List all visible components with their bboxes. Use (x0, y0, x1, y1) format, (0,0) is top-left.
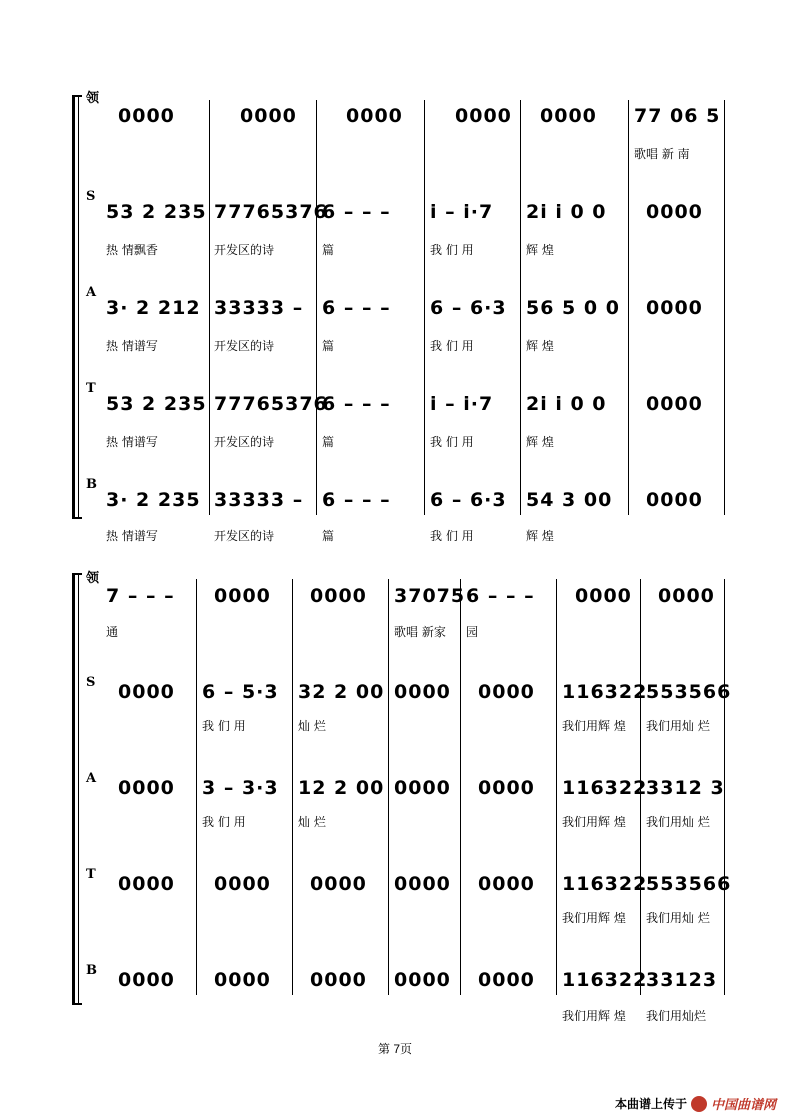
note-cell: 6 – 6·3 (430, 489, 507, 511)
lyric-text: 我 们 用 (430, 435, 474, 449)
note-cell: i – i·7 (430, 393, 494, 415)
note-cell: 0000 (118, 105, 175, 127)
voice-label-alto: A (86, 771, 97, 786)
note-cell: 0000 (646, 489, 703, 511)
lyric-text: 我 们 用 (202, 815, 246, 829)
voice-label-tenor: T (86, 381, 96, 396)
lyric-text: 我 们 用 (202, 719, 246, 733)
lyric-text: 辉 煌 (526, 529, 554, 543)
lyric-text: 灿 烂 (298, 719, 326, 733)
lyric-text: 我 们 用 (430, 243, 474, 257)
note-cell: 116322 (562, 777, 648, 799)
note-cell: 3312 3 (646, 777, 725, 799)
note-cell: 0000 (646, 201, 703, 223)
note-cell: 0000 (455, 105, 512, 127)
note-cell: 3· 2 235 (106, 489, 201, 511)
lyric-text: 我们用辉 煌 (562, 815, 626, 829)
note-cell: 0000 (394, 777, 451, 799)
note-cell: 0000 (118, 777, 175, 799)
note-cell: 0000 (346, 105, 403, 127)
voice-label-lead: 领 (86, 571, 100, 586)
page-number: 第 7页 (377, 1042, 412, 1056)
lyric-text: 我们用灿烂 (646, 1009, 707, 1023)
lyric-text: 热 情谱写 (106, 339, 158, 353)
lyric-text: 我们用辉 煌 (562, 1009, 626, 1023)
note-cell: 6 – – – (322, 489, 391, 511)
note-cell: 6 – – – (466, 585, 535, 607)
voice-label-alto: A (86, 285, 97, 300)
note-cell: 53 2 235 (106, 201, 207, 223)
note-cell: 77765376 (214, 393, 328, 415)
lyric-text: 我 们 用 (430, 529, 474, 543)
note-cell: 0000 (214, 585, 271, 607)
voice-label-bass: B (86, 477, 97, 492)
voice-label-tenor: T (86, 867, 96, 882)
note-cell: 6 – 5·3 (202, 681, 279, 703)
lyric-text: 热 情谱写 (106, 529, 158, 543)
note-cell: 0000 (658, 585, 715, 607)
lyric-text: 我们用灿 烂 (646, 815, 710, 829)
note-cell: 2i i 0 0 (526, 201, 607, 223)
note-cell: 6 – 6·3 (430, 297, 507, 319)
note-cell: 6 – – – (322, 393, 391, 415)
note-cell: 0000 (310, 969, 367, 991)
note-cell: 0000 (646, 393, 703, 415)
note-cell: 33333 – (214, 489, 304, 511)
voice-label-soprano: S (86, 189, 96, 204)
lyric-text: 辉 煌 (526, 435, 554, 449)
note-cell: 0000 (540, 105, 597, 127)
lyric-text: 我 们 用 (430, 339, 474, 353)
note-cell: 33123 (646, 969, 718, 991)
lyric-text: 开发区的诗 (214, 339, 275, 353)
footer-credit (615, 1094, 776, 1113)
note-cell: 0000 (478, 969, 535, 991)
lyric-text: 歌唱 新 南 (634, 147, 690, 161)
lyric-text: 篇 (322, 435, 335, 449)
lyric-text: 开发区的诗 (214, 529, 275, 543)
note-cell: 0000 (310, 873, 367, 895)
voice-label-lead: 领 (86, 91, 100, 106)
note-cell: 0000 (394, 873, 451, 895)
lyric-text: 灿 烂 (298, 815, 326, 829)
lyric-text: 篇 (322, 339, 335, 353)
note-cell: 116322 (562, 681, 648, 703)
lyric-text: 我们用灿 烂 (646, 911, 710, 925)
site-logo-text: 中国曲谱网 (710, 1097, 776, 1112)
note-cell: 56 5 0 0 (526, 297, 620, 319)
note-cell: 0000 (118, 873, 175, 895)
note-cell: i – i·7 (430, 201, 494, 223)
note-cell: 0000 (478, 681, 535, 703)
lyric-text: 热 情飘香 (106, 243, 158, 257)
note-cell: 553566 (646, 681, 732, 703)
note-cell: 0000 (394, 969, 451, 991)
note-cell: 0000 (310, 585, 367, 607)
lyric-text: 开发区的诗 (214, 435, 275, 449)
note-cell: 53 2 235 (106, 393, 207, 415)
note-cell: 6 – – – (322, 297, 391, 319)
note-cell: 77765376 (214, 201, 328, 223)
note-cell: 0000 (240, 105, 297, 127)
lyric-text: 篇 (322, 529, 335, 543)
note-cell: 0000 (478, 777, 535, 799)
note-cell: 116322 (562, 969, 648, 991)
lyric-text: 辉 煌 (526, 339, 554, 353)
note-cell: 54 3 00 (526, 489, 613, 511)
note-cell: 37075 (394, 585, 466, 607)
lyric-text: 园 (466, 625, 479, 639)
note-cell: 32 2 00 (298, 681, 385, 703)
note-cell: 0000 (394, 681, 451, 703)
voice-label-bass: B (86, 963, 97, 978)
note-cell: 116322 (562, 873, 648, 895)
lyric-text: 歌唱 新家 (394, 625, 446, 639)
voice-label-soprano: S (86, 675, 96, 690)
note-cell: 0000 (478, 873, 535, 895)
note-cell: 33333 – (214, 297, 304, 319)
note-cell: 12 2 00 (298, 777, 385, 799)
note-cell: 7 – – – (106, 585, 175, 607)
lyric-text: 开发区的诗 (214, 243, 275, 257)
footer-text: 本曲谱上传于 (614, 1097, 687, 1111)
site-logo-icon (691, 1096, 707, 1112)
note-cell: 0000 (646, 297, 703, 319)
note-cell: 0000 (118, 969, 175, 991)
note-cell: 6 – – – (322, 201, 391, 223)
note-cell: 0000 (575, 585, 632, 607)
note-cell: 77 06 5 (634, 105, 721, 127)
note-cell: 0000 (214, 969, 271, 991)
lyric-text: 热 情谱写 (106, 435, 158, 449)
lyric-text: 我们用辉 煌 (562, 719, 626, 733)
note-cell: 3 – 3·3 (202, 777, 279, 799)
lyric-text: 篇 (322, 243, 335, 257)
note-cell: 0000 (214, 873, 271, 895)
lyric-text: 辉 煌 (526, 243, 554, 257)
note-cell: 553566 (646, 873, 732, 895)
lyric-text: 通 (106, 625, 119, 639)
lyric-text: 我们用灿 烂 (646, 719, 710, 733)
note-cell: 3· 2 212 (106, 297, 201, 319)
lyric-text: 我们用辉 煌 (562, 911, 626, 925)
note-cell: 0000 (118, 681, 175, 703)
note-cell: 2i i 0 0 (526, 393, 607, 415)
